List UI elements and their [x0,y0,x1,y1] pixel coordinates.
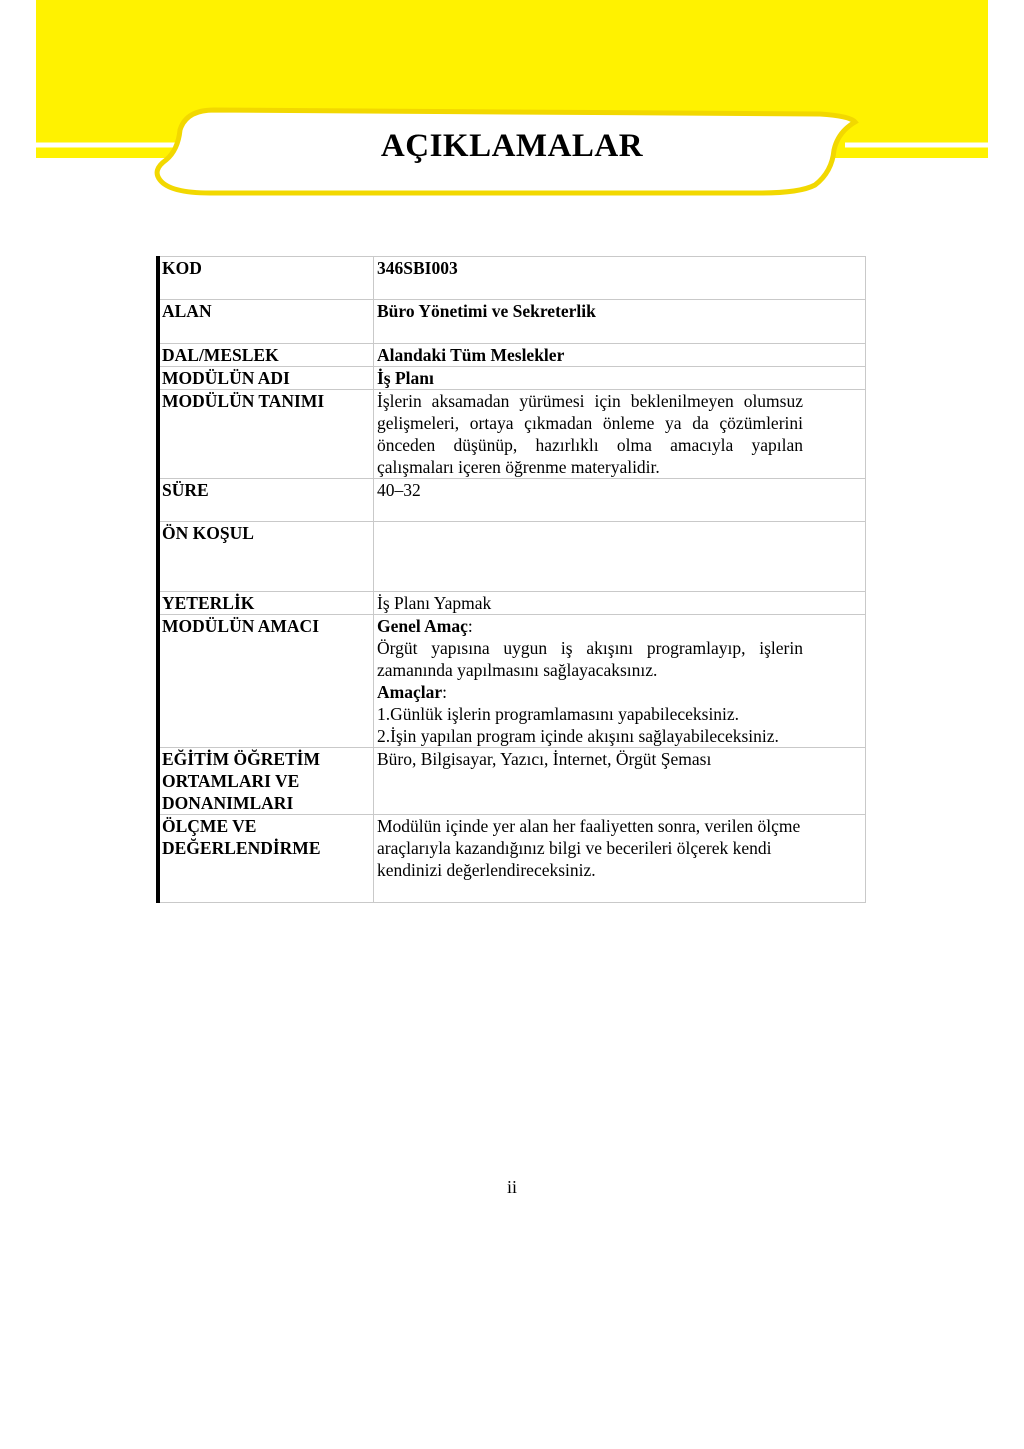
table-row [158,522,866,592]
table-row [158,344,866,367]
row-label: EĞİTİM ÖĞRETİM ORTAMLARI VE DONANIMLARI [158,748,374,815]
header-banner [0,0,1024,210]
table-row [158,479,866,522]
table-row [158,390,866,479]
row-value: Modülün içinde yer alan her faaliyetten sonra, verilen ölçme araçlarıyla kazandığınız bilgi ve becerileri ölçerek kendi kendinizi değerlendireceksiniz. [374,815,866,903]
row-value [374,615,866,748]
row-label: ÖLÇME VE DEĞERLENDİRME [158,815,374,903]
row-value: Büro, Bilgisayar, Yazıcı, İnternet, Örgüt Şeması [374,748,866,815]
row-value: İş Planı [374,367,866,390]
row-label: MODÜLÜN ADI [158,367,374,390]
genel-amac-heading: Genel Amaç: [377,616,473,636]
row-value: İş Planı Yapmak [374,592,866,615]
table-row [158,815,866,903]
row-value: İşlerin aksamadan yürümesi için beklenilmeyen olumsuz gelişmeleri, ortaya çıkmadan önleme ya da çözümlerini önceden düşünüp, hazırlıklı olma amacıyla yapılan çalışmaları içeren öğrenme materyalidir. [374,390,866,479]
row-value: 40–32 [374,479,866,522]
row-label: ALAN [158,300,374,344]
row-label: KOD [158,257,374,300]
table-row [158,615,866,748]
amaclar-heading: Amaçlar: [377,682,447,702]
row-label: ÖN KOŞUL [158,522,374,592]
amac-item: 2.İşin yapılan program içinde akışını sağlayabileceksiniz. [377,726,779,746]
table-row [158,257,866,300]
module-info-table [156,256,866,903]
row-value [374,522,866,592]
page-title: AÇIKLAMALAR [380,128,644,164]
row-label: YETERLİK [158,592,374,615]
row-value: Büro Yönetimi ve Sekreterlik [374,300,866,344]
row-label: MODÜLÜN TANIMI [158,390,374,479]
row-label: SÜRE [158,479,374,522]
row-value: 346SBI003 [374,257,866,300]
amac-item: 1.Günlük işlerin programlamasını yapabileceksiniz. [377,704,740,724]
table-row [158,300,866,344]
table-row [158,592,866,615]
table-row [158,748,866,815]
row-label: DAL/MESLEK [158,344,374,367]
table-row [158,367,866,390]
genel-amac-text: Örgüt yapısına uygun iş akışını programlayıp, işlerin zamanında yapılmasını sağlayacaksınız. [377,638,803,680]
row-value: Alandaki Tüm Meslekler [374,344,866,367]
page-number: ii [506,1177,517,1197]
row-label: MODÜLÜN AMACI [158,615,374,748]
